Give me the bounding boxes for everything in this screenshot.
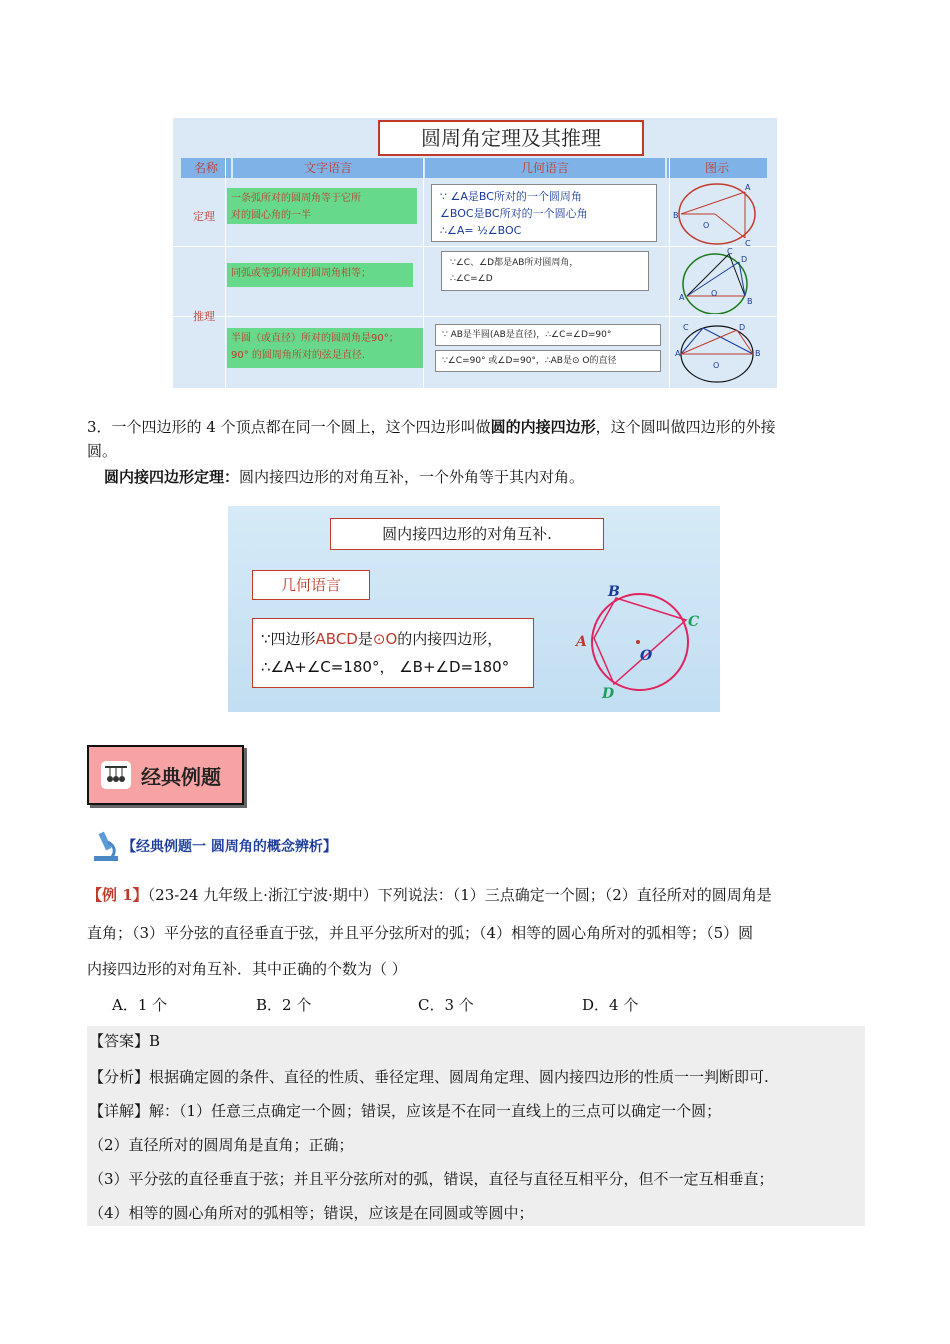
para3-text-c: ，这个圆叫做四边形的外接 <box>595 418 776 436</box>
fig2-l1a: ∵四边形 <box>261 630 316 648</box>
theorem-diagram <box>673 180 769 246</box>
svg-text:A: A <box>745 183 751 192</box>
option-a: A．1 个 <box>112 996 168 1014</box>
answer-line <box>89 1030 160 1052</box>
fig2-title: 圆内接四边形的对角互补. <box>330 518 604 550</box>
example-line1 <box>87 884 772 906</box>
option-d: D．4 个 <box>582 996 639 1014</box>
theorem-geo-line2: ∠BOC是BC所对的一个圆心角 <box>440 207 588 220</box>
answer-value: B <box>149 1032 161 1050</box>
fig2-l1b: ABCD <box>315 630 358 648</box>
svg-text:O: O <box>711 289 718 298</box>
header-name: 名称 <box>181 158 231 178</box>
para3-text-a: 3．一个四边形的 4 个顶点都在同一个圆上，这个四边形叫做 <box>87 418 491 436</box>
theorem-statement <box>104 466 584 488</box>
corollary1-geo-line2: ∴∠C=∠D <box>450 274 493 284</box>
svg-text:O: O <box>703 221 710 230</box>
para3-line2: 圆。 <box>87 442 118 460</box>
svg-text:D: D <box>739 323 746 332</box>
corollary1-geo <box>441 251 649 291</box>
fig2-l1e: 的内接四边形， <box>397 630 503 648</box>
banner-title: 经典例题 <box>141 765 221 789</box>
svg-text:B: B <box>673 211 679 220</box>
example-line2: 直角；（3）平分弦的直径垂直于弦，并且平分弦所对的弧；（4）相等的圆心角所对的弧相等；（5）圆 <box>87 924 754 942</box>
corollary1-diagram <box>677 248 767 314</box>
corollary2-text <box>227 328 423 368</box>
svg-text:B: B <box>755 349 761 358</box>
pt-C: C <box>688 614 700 630</box>
svg-text:C: C <box>683 323 689 332</box>
analysis-text: 根据确定圆的条件、直径的性质、垂径定理、圆周角定理、圆内接四边形的性质一一判断即可. <box>149 1068 769 1086</box>
theorem-text-body: 圆内接四边形的对角互补，一个外角等于其内对角。 <box>239 468 585 486</box>
pt-D: D <box>602 686 615 702</box>
svg-text:B: B <box>747 297 753 306</box>
detail-tag: 【详解】 <box>89 1102 150 1120</box>
theorem-text-line1: 一条弧所对的圆周角等于它所 <box>231 193 361 204</box>
svg-text:O: O <box>713 361 720 370</box>
answer-tag: 【答案】 <box>89 1032 150 1050</box>
example-tag: 【例 1】 <box>87 886 148 904</box>
microscope-icon <box>88 830 124 864</box>
theorem-geo <box>431 184 657 242</box>
theorem-text <box>227 188 417 224</box>
cyclic-quad-diagram <box>568 580 708 704</box>
corollary2-text-line1: 半圆（或直径）所对的圆周角是90°； <box>231 333 399 344</box>
corollary1-text: 同弧或等弧所对的圆周角相等； <box>227 263 413 287</box>
corollary1-geo-line1: ∵∠C、∠D都是AB所对圆周角， <box>450 258 579 268</box>
theorem-geo-line3: ∴∠A= ½∠BOC <box>440 224 522 237</box>
svg-text:A: A <box>679 293 685 302</box>
detail-line-4: （4）相等的圆心角所对的弧相等；错误，应该是在同圆或等圆中； <box>89 1204 534 1222</box>
pt-B: B <box>608 584 620 600</box>
pt-O: O <box>640 648 653 664</box>
analysis-tag: 【分析】 <box>89 1068 150 1086</box>
header-text-lang: 文字语言 <box>233 158 423 178</box>
theorem-geo-line1: ∵ ∠A是BC所对的一个圆周角 <box>440 190 582 203</box>
detail-line <box>89 1100 721 1122</box>
cyclic-quad-figure <box>228 506 720 712</box>
answer-block <box>87 1026 865 1226</box>
corollary2-geo2: ∵∠C=90° 或∠D=90°，∴AB是⊙ O的直径 <box>435 350 661 372</box>
theorem-label: 圆内接四边形定理： <box>104 468 240 486</box>
option-c: C．3 个 <box>418 996 474 1014</box>
fig2-geo-line2: ∴∠A+∠C=180°， ∠B+∠D=180° <box>261 658 510 676</box>
theorem-text-line2: 对的圆心角的一半 <box>231 210 311 221</box>
detail-text: 解：（1）任意三点确定一个圆；错误，应该是不在同一直线上的三点可以确定一个圆； <box>149 1102 722 1120</box>
pt-A: A <box>576 634 587 650</box>
fig2-l1c: 是 <box>357 630 373 648</box>
example-text-1: （23-24 九年级上·浙江宁波·期中）下列说法：（1）三点确定一个圆；（2）直径所对的圆周角是 <box>147 886 772 904</box>
example-heading: 【经典例题一 圆周角的概念辨析】 <box>122 839 337 855</box>
example-line3: 内接四边形的对角互补．其中正确的个数为（ ） <box>87 960 407 978</box>
theorem-table-figure <box>173 118 777 388</box>
svg-text:C: C <box>745 239 751 246</box>
svg-text:C: C <box>727 248 733 256</box>
section-banner <box>87 745 244 805</box>
para3-bold-term: 圆的内接四边形 <box>490 418 596 436</box>
header-geo-lang: 几何语言 <box>425 158 665 178</box>
para3-line1 <box>87 416 877 438</box>
row-name-theorem: 定理 <box>193 210 215 223</box>
header-diagram: 图示 <box>667 158 767 178</box>
table-title: 圆周角定理及其推理 <box>378 120 644 156</box>
detail-line-3: （3）平分弦的直径垂直于弦；并且平分弦所对的弧，错误，直径与直径互相平分，但不一定互相垂直； <box>89 1170 774 1188</box>
fig2-geo-line1 <box>261 625 525 653</box>
corollary2-text-line2: 90° 的圆周角所对的弦是直径. <box>231 350 366 361</box>
corollary2-diagram <box>675 322 767 386</box>
option-b: B．2 个 <box>256 996 312 1014</box>
svg-text:D: D <box>741 255 748 264</box>
corollary2-geo1: ∵ AB是半圆(AB是直径)，∴∠C=∠D=90° <box>435 324 661 346</box>
fig2-geo-label: 几何语言 <box>252 570 370 600</box>
fig2-l1d: ⊙O <box>372 630 398 648</box>
pendulum-icon <box>101 761 131 789</box>
svg-text:A: A <box>675 349 681 358</box>
row-name-corollary: 推理 <box>193 310 215 323</box>
analysis-line <box>89 1066 769 1088</box>
detail-line-2: （2）直径所对的圆周角是直角；正确； <box>89 1136 354 1154</box>
fig2-geo-box <box>252 618 534 688</box>
